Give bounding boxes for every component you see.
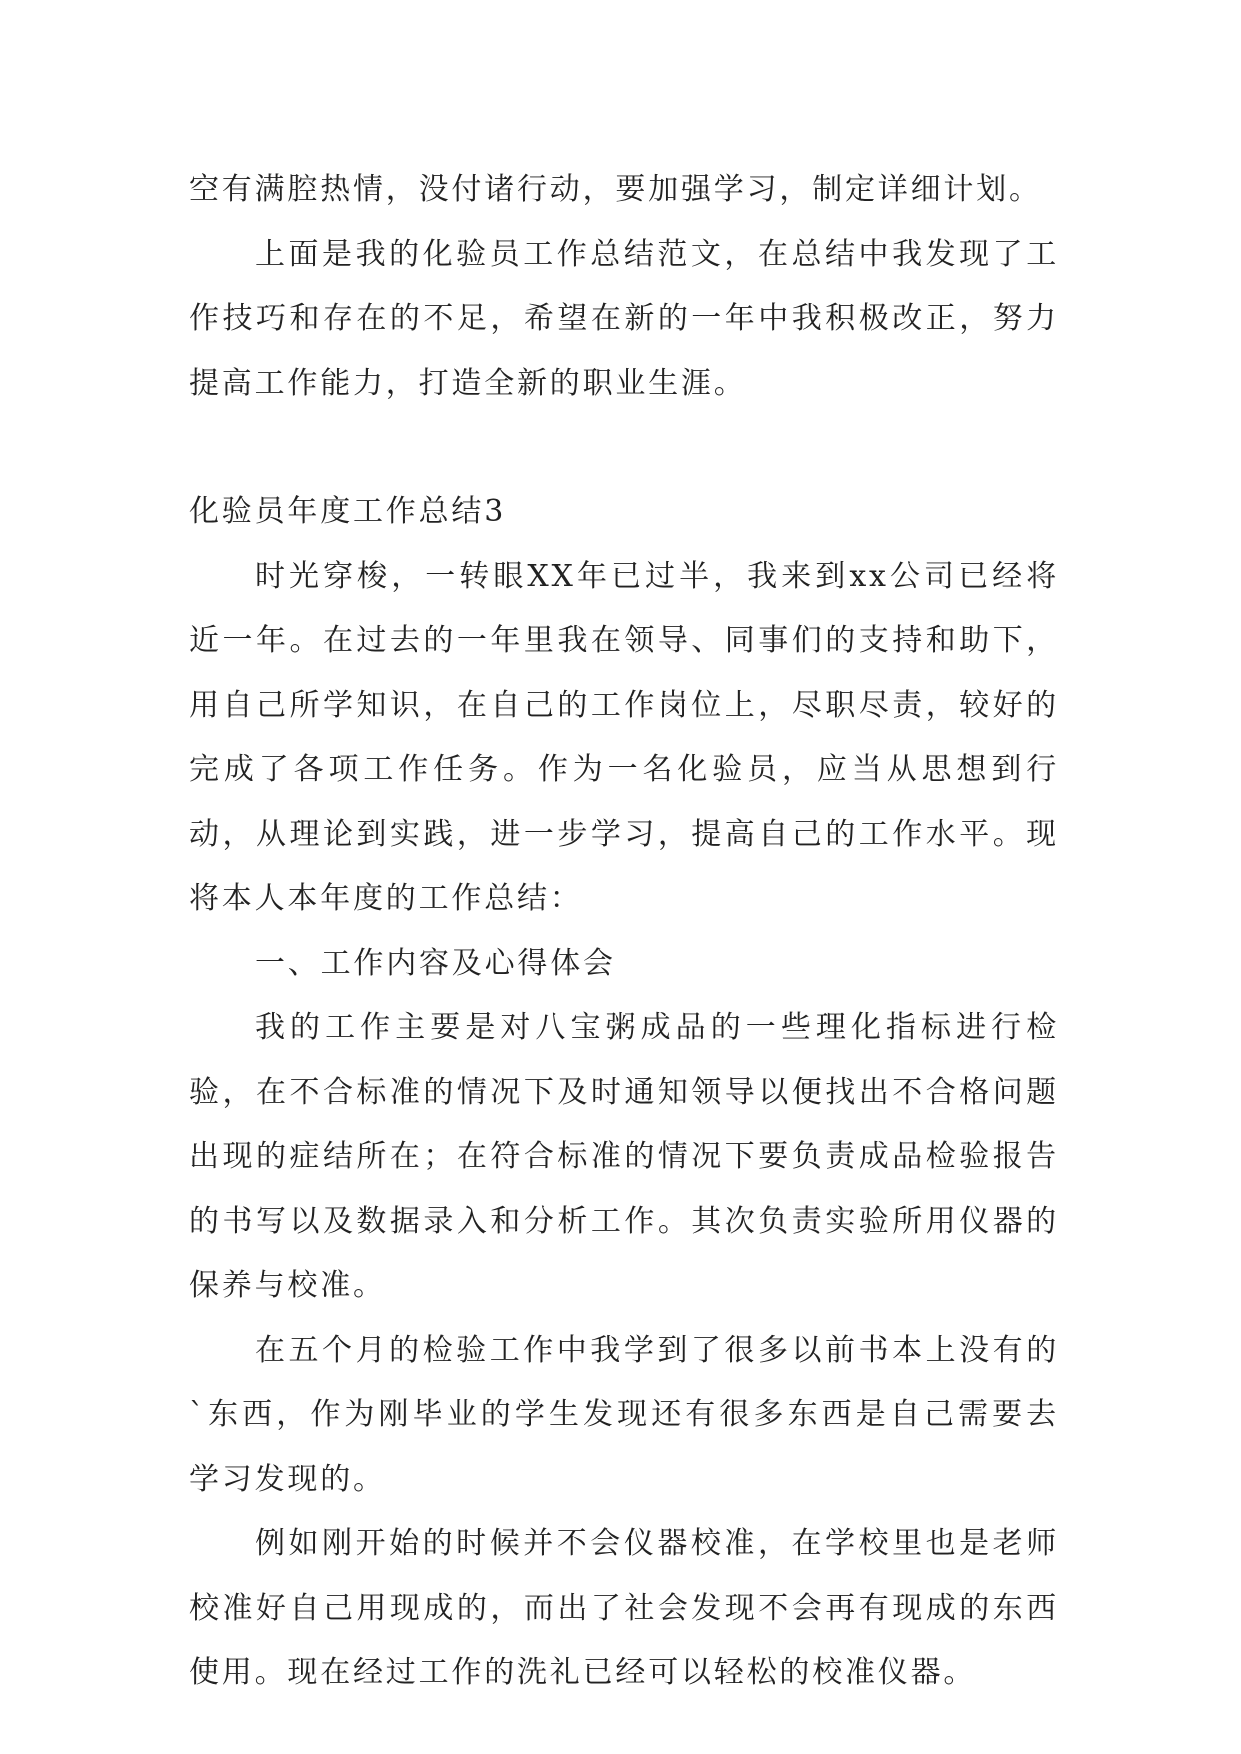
paragraph-gap (189, 416, 1059, 480)
paragraph-intro: 时光穿梭，一转眼XX年已过半，我来到xx公司已经将近一年。在过去的一年里我在领导、同事们的支持和助下，用自己所学知识，在自己的工作岗位上，尽职尽责，较好的完成了各项工作任务。作为一名化验员，应当从思想到行动，从理论到实践，进一步学习，提高自己的工作水平。现将本人本年度的工作总结： (189, 558, 1059, 916)
document-body (189, 158, 1059, 1706)
section-title: 化验员年度工作总结3 (189, 494, 507, 529)
paragraph-work: 我的工作主要是对八宝粥成品的一些理化指标进行检验，在不合标准的情况下及时通知领导以便找出不合格问题出现的症结所在；在符合标准的情况下要负责成品检验报告的书写以及数据录入和分析工作。其次负责实验所用仪器的保养与校准。 (189, 1010, 1059, 1303)
paragraph-example: 例如刚开始的时候并不会仪器校准，在学校里也是老师校准好自己用现成的，而出了社会发现不会再有现成的东西使用。现在经过工作的洗礼已经可以轻松的校准仪器。 (189, 1526, 1059, 1690)
subheading-work-content: 一、工作内容及心得体会 (255, 945, 616, 981)
paragraph-learning: 在五个月的检验工作中我学到了很多以前书本上没有的`东西，作为刚毕业的学生发现还有很多东西是自己需要去学习发现的。 (189, 1332, 1059, 1497)
paragraph-conclusion: 上面是我的化验员工作总结范文，在总结中我发现了工作技巧和存在的不足，希望在新的一年中我积极改正，努力提高工作能力，打造全新的职业生涯。 (189, 236, 1059, 401)
paragraph-continuation: 空有满腔热情，没付诸行动，要加强学习，制定详细计划。 (189, 172, 1042, 207)
